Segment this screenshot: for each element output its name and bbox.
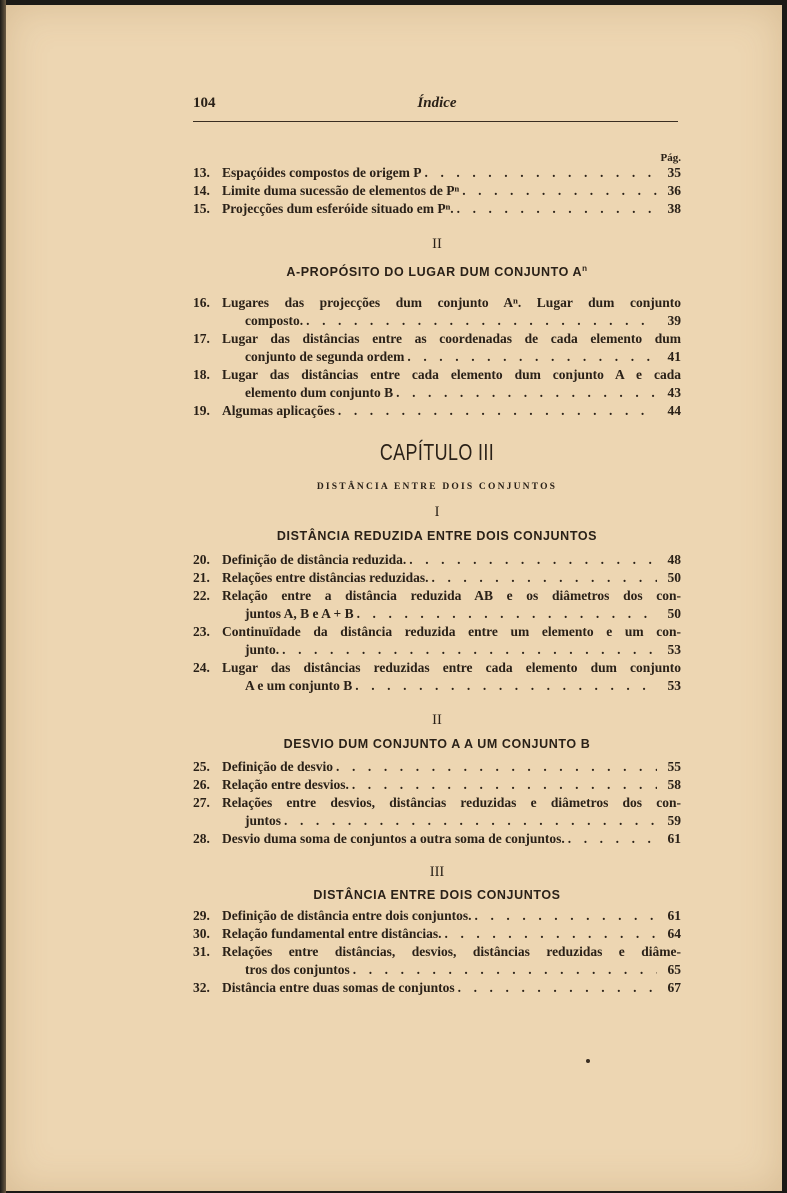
running-header — [193, 95, 681, 117]
entry-page: 53 — [667, 678, 681, 693]
chapter-subtitle: DISTÂNCIA ENTRE DOIS CONJUNTOS — [316, 482, 558, 492]
entry-text: Relações entre distâncias, desvios, distâncias reduzidas e diâme- — [222, 944, 681, 959]
page-column-label: Pág. — [660, 152, 681, 164]
entry-page: 61 — [667, 831, 681, 846]
entry-number: 23. — [193, 624, 210, 639]
header-title: Índice — [417, 95, 457, 111]
section-title: A-PROPÓSITO DO LUGAR DUM CONJUNTO $A^n$ — [286, 264, 588, 280]
entry-page: 35 — [667, 165, 681, 180]
entry-number: 22. — [193, 588, 210, 603]
dot-leader — [458, 979, 657, 997]
entry-number: 26. — [193, 777, 210, 792]
dot-leader — [432, 569, 658, 587]
toc-entry — [193, 758, 681, 776]
entry-text: juntos A, B e A + B — [245, 606, 354, 621]
entry-text: Limite duma sucessão de elementos de Pⁿ — [222, 183, 460, 198]
entry-text: Relação fundamental entre distâncias. — [222, 926, 442, 941]
dot-leader — [357, 605, 657, 623]
ink-speck — [586, 1059, 590, 1063]
entry-text: Continuïdade da distância reduzida entre um elemento e um con- — [222, 624, 681, 639]
toc-entries — [193, 164, 681, 218]
dot-leader — [284, 812, 657, 830]
toc-entry — [193, 551, 681, 569]
dot-leader — [306, 312, 657, 330]
entry-number: 25. — [193, 759, 210, 774]
toc-entry — [193, 776, 681, 794]
toc-entries — [193, 907, 681, 997]
dot-leader — [475, 907, 657, 925]
entry-text: Relação entre desvios. — [222, 777, 349, 792]
dot-leader — [338, 402, 657, 420]
entry-page: 43 — [667, 385, 681, 400]
entry-text: Relações entre desvios, distâncias reduzidas e diâmetros dos con- — [222, 795, 681, 810]
entry-text: Algumas aplicações — [222, 403, 335, 418]
section-numeral: I — [434, 504, 440, 520]
entry-number: 17. — [193, 331, 210, 346]
entry-page: 50 — [667, 570, 681, 585]
entry-number: 27. — [193, 795, 210, 810]
entry-text: Definição de distância reduzida. — [222, 552, 407, 567]
entry-page: 50 — [667, 606, 681, 621]
dot-leader — [282, 641, 657, 659]
entry-number: 21. — [193, 570, 210, 585]
dot-leader — [407, 348, 657, 366]
toc-entry — [193, 587, 681, 623]
entry-text: Lugar das distâncias entre as coordenadas de cada elemento dum — [222, 331, 681, 346]
toc-entry — [193, 623, 681, 659]
entry-page: 36 — [667, 183, 681, 198]
entry-text: Espaçóides compostos de origem P — [222, 165, 422, 180]
entry-text: tros dos conjuntos — [245, 962, 350, 977]
toc-entry — [193, 943, 681, 979]
toc-entries — [193, 294, 681, 420]
entry-number: 28. — [193, 831, 210, 846]
chapter-title: CAPÍTULO III — [379, 439, 495, 465]
entry-number: 32. — [193, 980, 210, 995]
entry-number: 31. — [193, 944, 210, 959]
toc-entry — [193, 794, 681, 830]
entry-page: 61 — [667, 908, 681, 923]
dot-leader — [396, 384, 657, 402]
entry-text: Definição de desvio — [222, 759, 333, 774]
entry-page: 58 — [667, 777, 681, 792]
section-numeral: III — [429, 864, 445, 880]
section-heading-i — [193, 502, 681, 546]
entry-page: 53 — [667, 642, 681, 657]
entry-text: conjunto de segunda ordem — [245, 349, 405, 364]
toc-entry — [193, 979, 681, 997]
toc-group-5 — [193, 907, 681, 997]
section-heading-iii — [193, 862, 681, 905]
entry-text: Relações entre distâncias reduzidas. — [222, 570, 429, 585]
toc-entry — [193, 366, 681, 402]
toc-entry — [193, 294, 681, 330]
entry-page: 38 — [667, 201, 681, 216]
entry-text: Projecções dum esferóide situado em Pⁿ. — [222, 201, 454, 216]
entry-number: 24. — [193, 660, 210, 675]
toc-group-2 — [193, 294, 681, 420]
toc-entry — [193, 200, 681, 218]
toc-entry — [193, 164, 681, 182]
header-rule — [193, 121, 678, 122]
section-title: DESVIO DUM CONJUNTO A A UM CONJUNTO B — [283, 737, 591, 751]
toc-entries — [193, 551, 681, 695]
dot-leader — [353, 961, 657, 979]
toc-entries — [193, 758, 681, 848]
toc-entry — [193, 182, 681, 200]
entry-number: 16. — [193, 295, 210, 310]
entry-text: Distância entre duas somas de conjuntos — [222, 980, 455, 995]
toc-entry — [193, 659, 681, 695]
entry-number: 13. — [193, 165, 210, 180]
entry-text: A e um conjunto B — [245, 678, 353, 693]
dot-leader — [425, 164, 658, 182]
entry-text: Desvio duma soma de conjuntos a outra soma de conjuntos. — [222, 831, 565, 846]
entry-number: 20. — [193, 552, 210, 567]
section-heading-ii-b — [193, 710, 681, 754]
entry-text: Lugar das distâncias reduzidas entre cada elemento dum conjunto — [222, 660, 681, 675]
entry-number: 18. — [193, 367, 210, 382]
section-title: DISTÂNCIA ENTRE DOIS CONJUNTOS — [313, 888, 561, 902]
entry-page: 39 — [667, 313, 681, 328]
entry-page: 48 — [667, 552, 681, 567]
dot-leader — [352, 776, 657, 794]
entry-page: 67 — [667, 980, 681, 995]
toc-group-1 — [193, 152, 681, 218]
entry-text: junto. — [245, 642, 280, 657]
section-title: DISTÂNCIA REDUZIDA ENTRE DOIS CONJUNTOS — [276, 529, 598, 543]
dot-leader — [445, 925, 658, 943]
entry-text: Definição de distância entre dois conjuntos. — [222, 908, 472, 923]
dot-leader — [457, 200, 657, 218]
entry-page: 41 — [667, 349, 681, 364]
dot-leader — [568, 830, 657, 848]
toc-group-3 — [193, 551, 681, 695]
toc-entry — [193, 907, 681, 925]
entry-text: composto. — [245, 313, 304, 328]
entry-number: 14. — [193, 183, 210, 198]
entry-text: Lugares das projecções dum conjunto Aⁿ. Lugar dum conjunto — [222, 295, 681, 310]
entry-number: 29. — [193, 908, 210, 923]
entry-number: 19. — [193, 403, 210, 418]
dot-leader — [462, 182, 657, 200]
toc-entry — [193, 402, 681, 420]
entry-page: 65 — [667, 962, 681, 977]
dot-leader — [355, 677, 657, 695]
toc-entry — [193, 830, 681, 848]
entry-text: juntos — [245, 813, 282, 828]
page-number: 104 — [193, 95, 216, 111]
entry-page: 59 — [667, 813, 681, 828]
section-heading-ii-a — [193, 234, 681, 279]
section-numeral: II — [432, 236, 442, 252]
toc-entry — [193, 925, 681, 943]
toc-entry — [193, 569, 681, 587]
entry-page: 55 — [667, 759, 681, 774]
toc-group-4 — [193, 758, 681, 848]
dot-leader — [409, 551, 657, 569]
entry-number: 30. — [193, 926, 210, 941]
entry-number: 15. — [193, 201, 210, 216]
entry-page: 64 — [667, 926, 681, 941]
entry-text: elemento dum conjunto B — [245, 385, 394, 400]
entry-page: 44 — [667, 403, 681, 418]
toc-entry — [193, 330, 681, 366]
section-numeral: II — [432, 712, 442, 728]
entry-text: Relação entre a distância reduzida AB e os diâmetros dos con- — [222, 588, 681, 603]
entry-text: Lugar das distâncias entre cada elemento dum conjunto A e cada — [222, 367, 681, 382]
dot-leader — [336, 758, 657, 776]
